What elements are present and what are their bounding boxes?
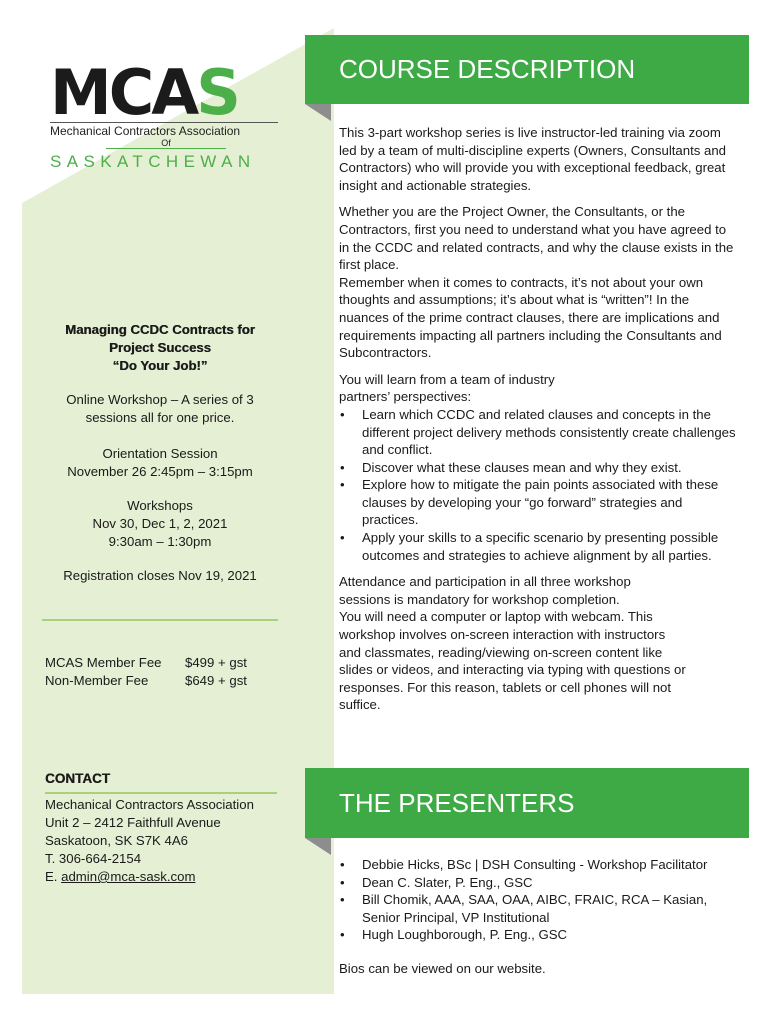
paragraph-line: partners’ perspectives: xyxy=(339,389,472,405)
event-title xyxy=(40,321,280,375)
list-item: • Discover what these clauses mean and why they exist. xyxy=(339,459,739,477)
presenters-body xyxy=(339,856,739,978)
fee-label: Non-Member Fee xyxy=(45,673,149,688)
paragraph-line: You will need a computer or laptop with webcam. This xyxy=(339,609,653,625)
fee-label: MCAS Member Fee xyxy=(45,655,162,670)
divider xyxy=(42,619,278,621)
paragraph-line: slides or videos, and interacting via typing with questions or xyxy=(339,662,686,678)
email-prefix: E. xyxy=(45,869,62,884)
event-format xyxy=(40,391,280,427)
registration-deadline: Registration closes Nov 19, 2021 xyxy=(63,568,257,583)
presenters-heading: THE PRESENTERS xyxy=(339,787,575,818)
paragraph-line: Attendance and participation in all three workshop xyxy=(339,574,631,590)
workshops-schedule xyxy=(40,497,280,551)
presenters-list xyxy=(339,856,739,944)
logo-province: SASKATCHEWAN xyxy=(50,152,256,171)
presenter-item: • Dean C. Slater, P. Eng., GSC xyxy=(339,874,739,892)
mcas-logo xyxy=(50,56,282,172)
course-description-banner xyxy=(305,35,749,104)
contact-email-line xyxy=(45,868,254,886)
format-line: Online Workshop – A series of 3 xyxy=(66,392,254,407)
orientation-session xyxy=(40,445,280,481)
bios-note: Bios can be viewed on our website. xyxy=(339,960,546,976)
fee-price: $499 + gst xyxy=(185,655,247,670)
event-title-line: Project Success xyxy=(109,340,211,355)
workshops-time: 9:30am – 1:30pm xyxy=(108,534,212,549)
format-line: sessions all for one price. xyxy=(85,410,235,425)
contact-email-link[interactable]: admin@mca-sask.com xyxy=(61,869,196,884)
list-item: • Learn which CCDC and related clauses and concepts in the different project delivery methods consistently create challenges and conflict. xyxy=(339,406,739,459)
learning-list xyxy=(339,406,739,564)
logo-org-name: Mechanical Contractors Association xyxy=(50,122,278,138)
paragraph-line: and classmates, reading/viewing on-screen content like xyxy=(339,644,663,660)
course-description-heading: COURSE DESCRIPTION xyxy=(339,54,636,84)
fee-price: $649 + gst xyxy=(185,673,247,688)
list-item: • Apply your skills to a specific scenario by presenting possible outcomes and strategies to achieve alignment by all parties. xyxy=(339,529,739,564)
contact-phone: T. 306-664-2154 xyxy=(45,851,142,866)
paragraph: Whether you are the Project Owner, the Consultants, or the Contractors, first you need to understand what you have agreed to in the CCDC and related contracts, and why the clause exists in the first place. xyxy=(339,204,734,273)
orientation-label: Orientation Session xyxy=(102,446,218,461)
workshops-dates: Nov 30, Dec 1, 2, 2021 xyxy=(92,516,228,531)
course-description-body xyxy=(339,124,739,714)
event-title-line: Managing CCDC Contracts for xyxy=(65,322,255,337)
presenters-banner xyxy=(305,768,749,838)
paragraph-line: suffice. xyxy=(339,697,381,713)
fee-row xyxy=(45,672,247,690)
event-title-line: “Do Your Job!” xyxy=(112,358,208,373)
paragraph: This 3-part workshop series is live instructor-led training via zoom led by a team of multi-discipline experts (Owners, Consultants and Contractors) who will provide you with exceptional feedback, great insight and actionable strategies. xyxy=(339,125,727,193)
fees-table xyxy=(45,654,247,690)
paragraph-line: sessions is mandatory for workshop completion. xyxy=(339,591,620,607)
paragraph-line: You will learn from a team of industry xyxy=(339,371,555,387)
presenter-item: • Debbie Hicks, BSc | DSH Consulting - Workshop Facilitator xyxy=(339,856,739,874)
contact-divider xyxy=(45,792,277,794)
banner-fold xyxy=(305,104,331,121)
logo-wordmark: MCAS xyxy=(50,56,238,129)
fee-row xyxy=(45,654,247,672)
paragraph-line: workshop involves on-screen interaction with instructors xyxy=(339,627,666,643)
contact-address-line: Saskatoon, SK S7K 4A6 xyxy=(45,833,188,848)
banner-fold xyxy=(305,838,331,855)
contact-block xyxy=(45,796,254,886)
logo-of: Of xyxy=(106,138,226,149)
list-item: • Explore how to mitigate the pain points associated with these clauses by developing your “go forward” strategies and practices. xyxy=(339,476,739,529)
presenter-item: • Hugh Loughborough, P. Eng., GSC xyxy=(339,926,739,944)
orientation-date: November 26 2:45pm – 3:15pm xyxy=(67,464,253,479)
contact-address-line: Unit 2 – 2412 Faithfull Avenue xyxy=(45,815,221,830)
workshops-label: Workshops xyxy=(127,498,193,513)
paragraph-line: responses. For this reason, tablets or cell phones will not xyxy=(339,679,672,695)
contact-heading: CONTACT xyxy=(45,771,110,786)
paragraph: Remember when it comes to contracts, it’s not about your own thoughts and assumptions; it’s about what is “written”! In the nuances of the prime contract clauses, there are implications and requirements impacting all partners including the Consultants and Subcontractors. xyxy=(339,274,722,361)
contact-org: Mechanical Contractors Association xyxy=(45,797,254,812)
presenter-item: • Bill Chomik, AAA, SAA, OAA, AIBC, FRAIC, RCA – Kasian, Senior Principal, VP Institutional xyxy=(339,891,739,926)
